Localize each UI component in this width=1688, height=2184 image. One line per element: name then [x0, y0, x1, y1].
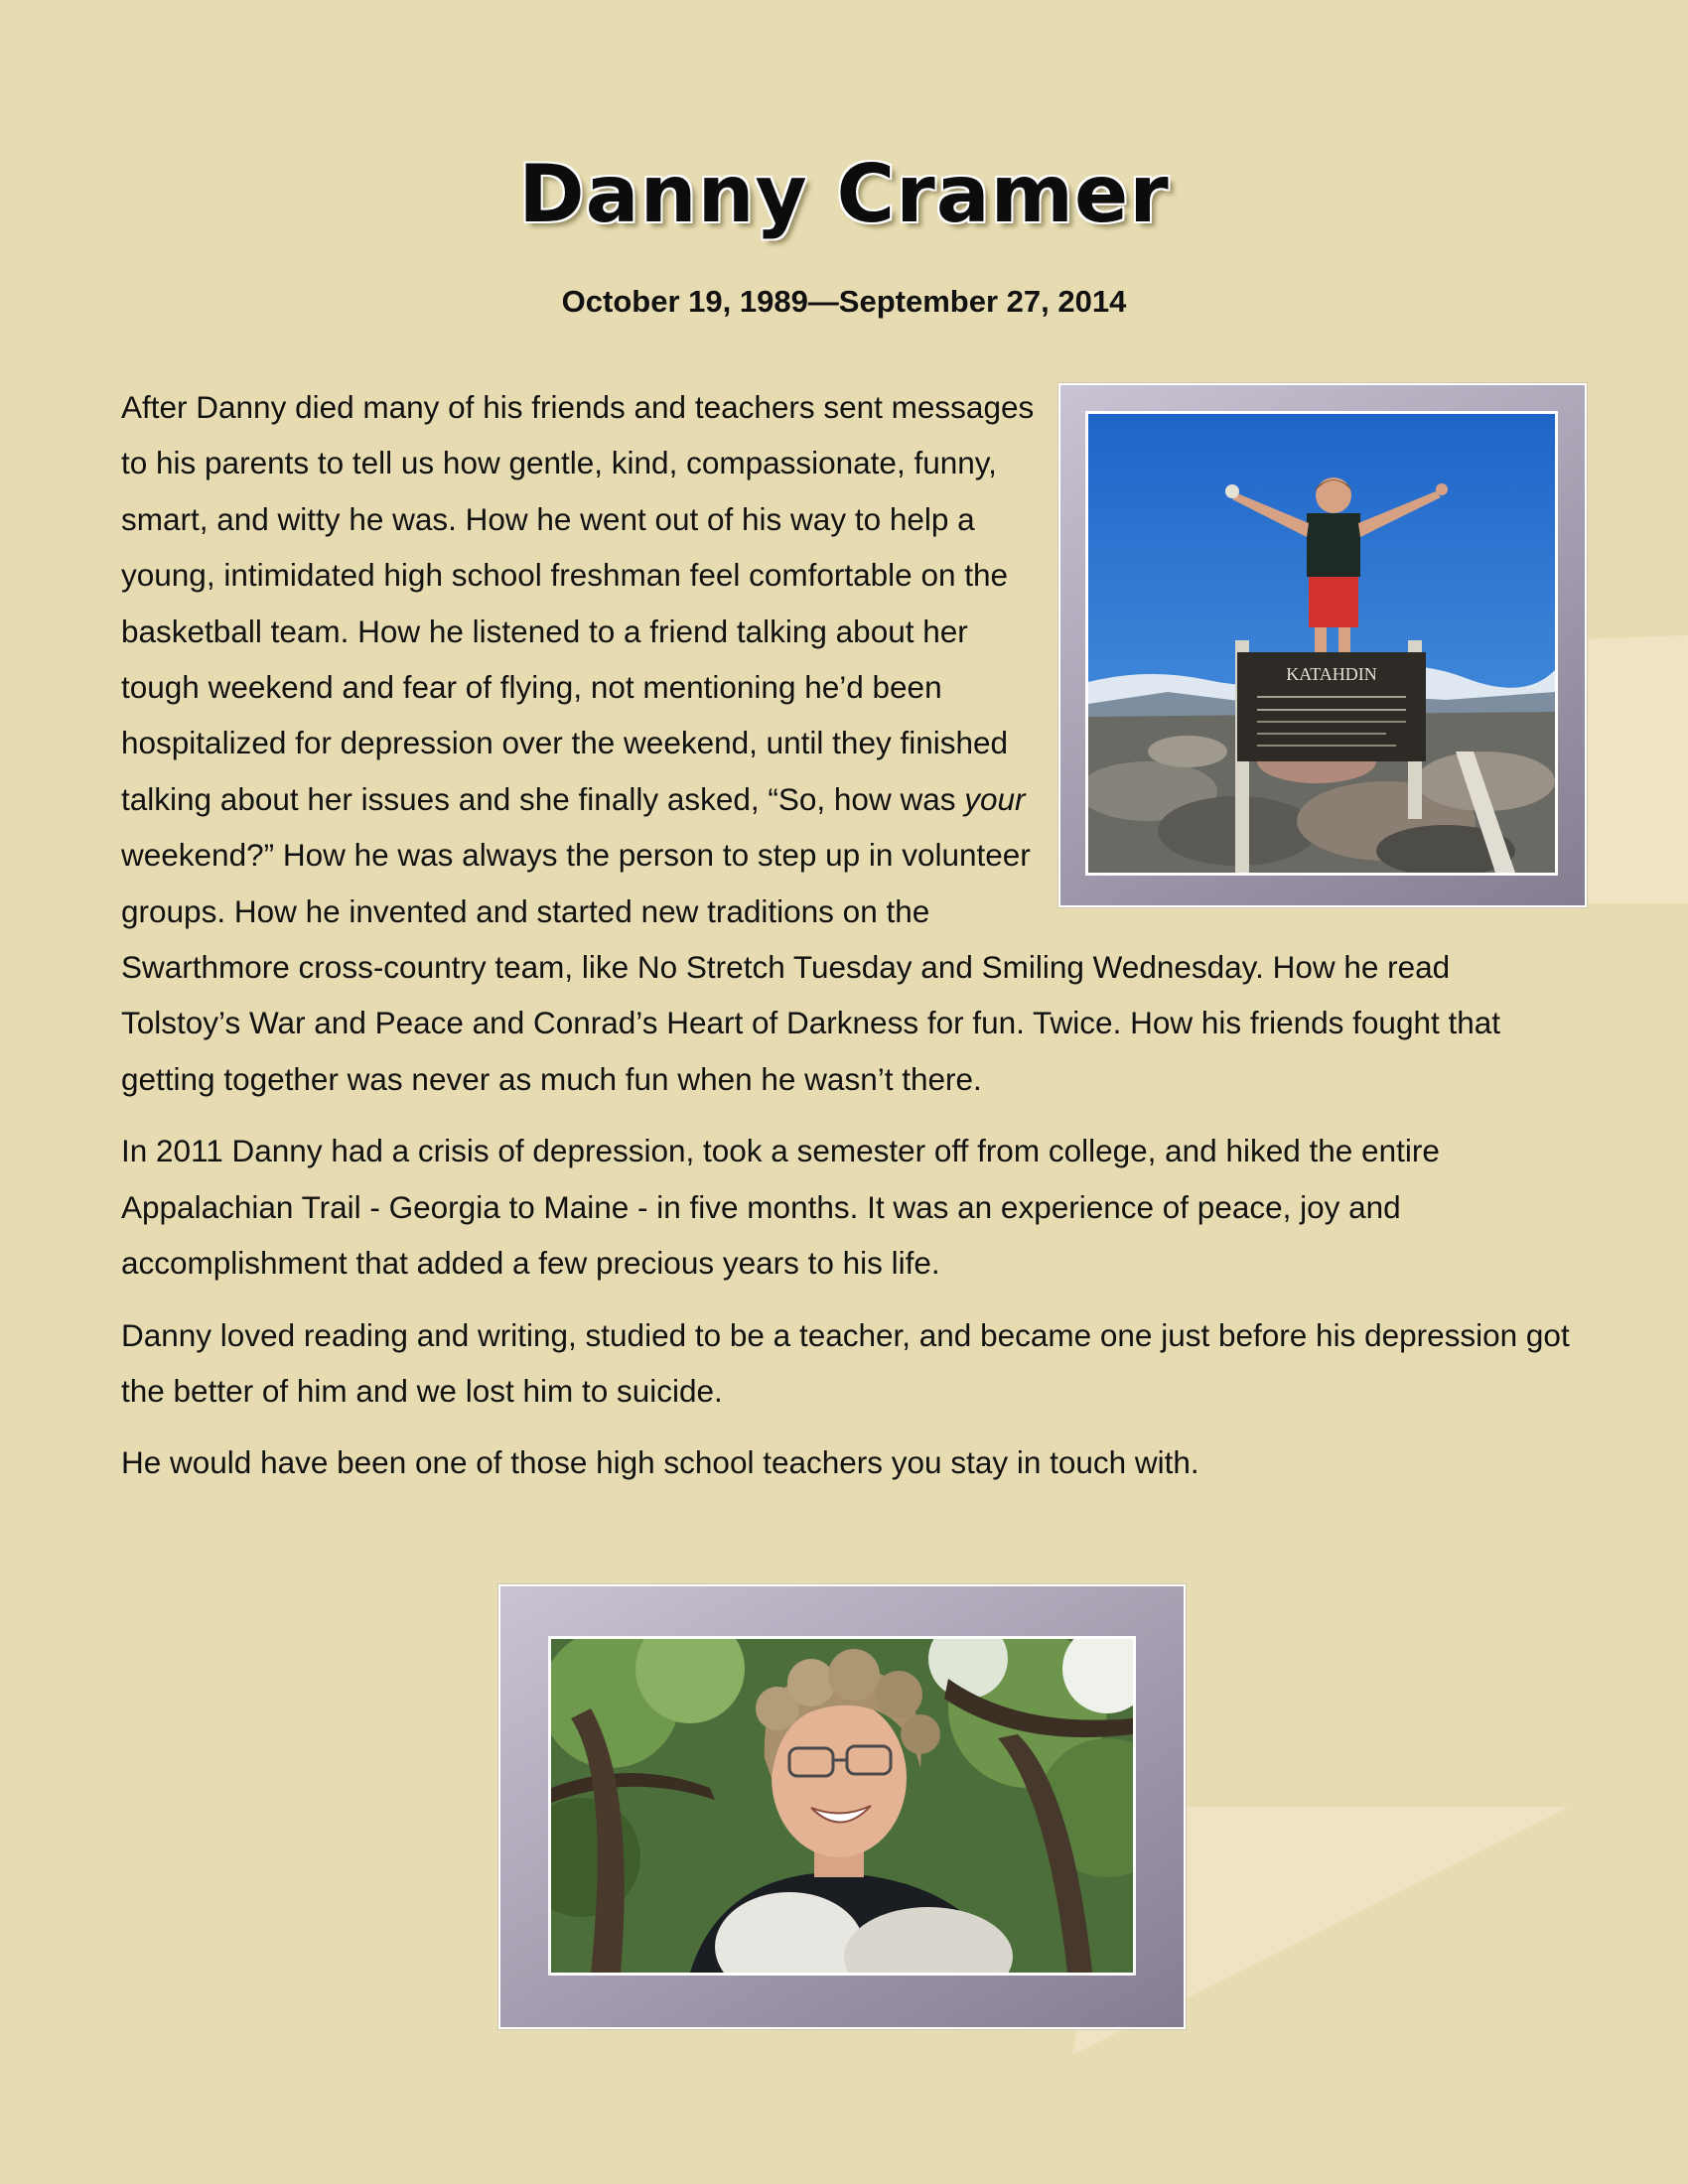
paragraph-tributes-part2: weekend?” How he was always the person to step up in volunteer groups. How he invented and started new traditions on the Swarthmore cross-country team, like No Stretch Tuesday and Smiling Wednesday. How he read Tolstoy’s War and Peace and Conrad’s Heart of Darkness for fun. Twice. How his friends fought that getting together was never as much fun when he wasn’t there. — [121, 837, 1501, 1097]
summit-photo-image — [1088, 414, 1555, 873]
paragraph-appalachian: In 2011 Danny had a crisis of depression, took a semester off from college, and hiked the entire Appalachian Trail - Georgia to Maine - in five months. It was an experience of peace, joy and accomplishment that added a few precious years to his life. — [121, 1133, 1440, 1282]
page-title: Danny Cramer — [518, 148, 1170, 240]
paragraph-tributes-emphasis: your — [964, 780, 1026, 817]
life-dates: October 19, 1989—September 27, 2014 — [561, 284, 1127, 319]
summit-photo-frame — [1058, 383, 1587, 907]
paragraph-teacher: Danny loved reading and writing, studied to be a teacher, and became one just before his depression got the better of him and we lost him to suicide. — [121, 1316, 1570, 1409]
portrait-photo-frame — [498, 1584, 1186, 2029]
portrait-photo — [548, 1636, 1136, 1976]
paragraph-tributes-part1: After Danny died many of his friends and teachers sent messages to his parents to tell us how gentle, kind, compassionate, funny, smart, and witty he was. How he went out of his way to help a young, intimidated high school freshman feel comfortable on the basketball team. How he listened to a friend talking about her tough weekend and fear of flying, not mentioning he’d been hospitalized for depression over the weekend, until they finished talking about her issues and she finally asked, “So, how was — [121, 389, 1035, 817]
katahdin-sign-text: KATAHDIN — [1286, 664, 1377, 684]
portrait-photo-image — [551, 1639, 1133, 1973]
paragraph-closing: He would have been one of those high school teachers you stay in touch with. — [121, 1444, 1199, 1481]
summit-photo — [1085, 411, 1558, 876]
